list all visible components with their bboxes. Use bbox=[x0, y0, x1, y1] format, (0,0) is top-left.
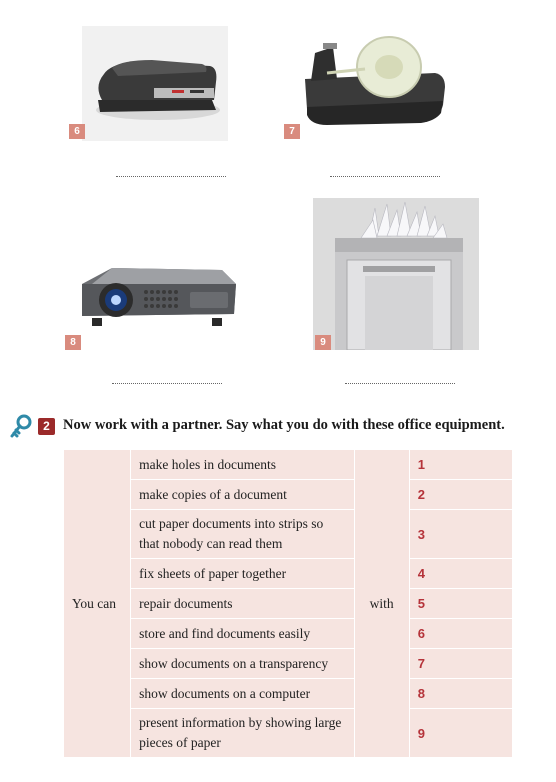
exercise-instruction: Now work with a partner. Say what you do with these office equipment. bbox=[63, 417, 505, 433]
activity-cell: present information by showing large pieces of paper bbox=[131, 709, 354, 758]
projector-photo bbox=[72, 262, 238, 334]
answer-cell[interactable]: 9 bbox=[409, 709, 512, 758]
image-number-badge: 9 bbox=[315, 335, 331, 350]
activity-cell: make holes in documents bbox=[131, 450, 354, 480]
answer-line[interactable] bbox=[345, 383, 455, 384]
table-row bbox=[64, 559, 513, 589]
stapler-photo bbox=[74, 26, 228, 141]
connector-cell: with bbox=[354, 450, 409, 758]
activity-cell: fix sheets of paper together bbox=[131, 559, 354, 589]
image-number-badge: 6 bbox=[69, 124, 85, 139]
table-row bbox=[64, 589, 513, 619]
answer-cell[interactable]: 7 bbox=[409, 649, 512, 679]
answer-cell[interactable]: 3 bbox=[409, 510, 512, 559]
stapler-icon bbox=[82, 26, 228, 141]
activity-cell: show documents on a transparency bbox=[131, 649, 354, 679]
answer-line[interactable] bbox=[112, 383, 222, 384]
key-icon bbox=[9, 414, 33, 440]
answer-line[interactable] bbox=[330, 176, 440, 177]
table-row bbox=[64, 709, 513, 758]
answer-cell[interactable]: 5 bbox=[409, 589, 512, 619]
shredder-icon bbox=[313, 198, 479, 350]
activity-cell: repair documents bbox=[131, 589, 354, 619]
exercise-number-badge: 2 bbox=[38, 418, 55, 435]
projector-icon bbox=[72, 262, 238, 334]
activity-cell: show documents on a computer bbox=[131, 679, 354, 709]
answer-cell[interactable]: 1 bbox=[409, 450, 512, 480]
table-row bbox=[64, 649, 513, 679]
table-row bbox=[64, 619, 513, 649]
table-row bbox=[64, 510, 513, 559]
activity-cell: cut paper documents into strips so that nobody can read them bbox=[131, 510, 354, 559]
subject-cell: You can bbox=[64, 450, 131, 758]
equipment-table bbox=[63, 449, 513, 758]
shredder-photo bbox=[313, 198, 479, 350]
image-number-badge: 8 bbox=[65, 335, 81, 350]
activity-cell: store and find documents easily bbox=[131, 619, 354, 649]
answer-cell[interactable]: 4 bbox=[409, 559, 512, 589]
table-row bbox=[64, 679, 513, 709]
tape-dispenser-photo bbox=[285, 17, 463, 141]
tape-dispenser-icon bbox=[285, 17, 463, 141]
answer-cell[interactable]: 6 bbox=[409, 619, 512, 649]
activity-cell: make copies of a document bbox=[131, 480, 354, 510]
table-row bbox=[64, 480, 513, 510]
image-number-badge: 7 bbox=[284, 124, 300, 139]
answer-line[interactable] bbox=[116, 176, 226, 177]
table-row bbox=[64, 450, 513, 480]
answer-cell[interactable]: 8 bbox=[409, 679, 512, 709]
answer-cell[interactable]: 2 bbox=[409, 480, 512, 510]
